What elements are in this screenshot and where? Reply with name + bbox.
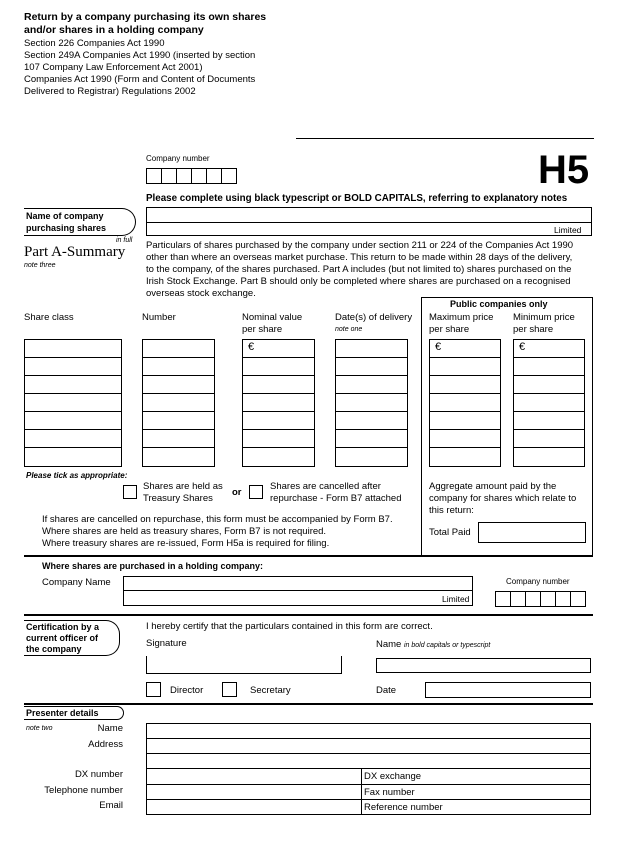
presenter-col-line xyxy=(361,768,362,815)
limited-label: Limited xyxy=(554,225,582,235)
certification-name-label: Name xyxy=(376,639,402,650)
part-a-description: to the company, of the shares purchased. Part A includes (but not limited to) shares purchased on the xyxy=(146,264,572,275)
form-title-line1: Return by a company purchasing its own shares xyxy=(24,11,267,23)
holding-company-name-label: Company Name xyxy=(42,577,111,588)
section-divider xyxy=(24,703,593,705)
form-code: H5 xyxy=(538,148,590,192)
min-price-column[interactable] xyxy=(513,339,585,467)
col-dates-note: note one xyxy=(335,326,363,333)
col-dates: Date(s) of delivery xyxy=(335,312,413,323)
reference-label: Reference number xyxy=(364,802,443,813)
legal-ref: Section 249A Companies Act 1990 (inserted by section xyxy=(24,50,256,61)
name-format-note: in bold capitals or typescript xyxy=(403,642,491,649)
signature-input[interactable] xyxy=(146,656,342,674)
part-a-description: overseas stock exchange. xyxy=(146,288,256,299)
cancelled-label: repurchase - Form B7 attached xyxy=(270,493,402,504)
presenter-label: Presenter details xyxy=(26,708,99,718)
part-a-description: Irish Stock Exchange. Part B should only be completed where shares are purchased on a recognised xyxy=(146,276,571,287)
legal-ref: Delivered to Registrar) Regulations 2002 xyxy=(24,86,196,97)
cancellation-note: If shares are cancelled on repurchase, this form must be accompanied by Form B7. xyxy=(42,514,393,525)
dates-column[interactable] xyxy=(335,339,408,467)
legal-ref: 107 Company Law Enforcement Act 2001) xyxy=(24,62,203,73)
certification-label: Certification by a xyxy=(26,622,100,632)
public-only-heading: Public companies only xyxy=(450,299,548,309)
company-number-input[interactable] xyxy=(146,168,237,184)
part-a-description: Particulars of shares purchased by the company under section 211 or 224 of the Companies Act 1990 xyxy=(146,240,574,251)
date-input[interactable] xyxy=(425,682,591,698)
nominal-value-column[interactable] xyxy=(242,339,315,467)
email-label: Email xyxy=(99,800,123,811)
col-number: Number xyxy=(142,312,176,323)
euro-symbol: € xyxy=(519,341,526,353)
treasury-checkbox[interactable] xyxy=(123,485,137,499)
name-label: purchasing shares xyxy=(26,223,107,233)
treasury-label: Shares are held as xyxy=(143,481,223,492)
cancellation-note: Where shares are held as treasury shares, Form B7 is not required. xyxy=(42,526,327,537)
or-label: or xyxy=(232,487,242,498)
cancelled-checkbox[interactable] xyxy=(249,485,263,499)
part-a-note: note three xyxy=(24,262,56,269)
header-rule xyxy=(296,138,594,139)
email-input[interactable] xyxy=(147,800,360,814)
presenter-name-label: Name xyxy=(97,723,123,734)
secretary-label: Secretary xyxy=(250,685,291,696)
telephone-input[interactable] xyxy=(147,785,360,799)
director-checkbox[interactable] xyxy=(146,682,161,697)
col-max-price: Maximum price xyxy=(429,312,494,323)
legal-ref: Companies Act 1990 (Form and Content of Documents xyxy=(24,74,256,85)
aggregate-text: this return: xyxy=(429,505,474,516)
holding-name-divider xyxy=(123,590,473,591)
name-label xyxy=(376,639,490,652)
director-label: Director xyxy=(170,685,204,696)
public-panel-right xyxy=(592,297,593,555)
name-label: Name of company xyxy=(26,211,104,221)
holding-limited-label: Limited xyxy=(442,594,470,604)
cancellation-note: Where treasury shares are re-issued, Form H5a is required for filing. xyxy=(42,538,330,549)
fax-label: Fax number xyxy=(364,787,415,798)
total-paid-label: Total Paid xyxy=(429,527,471,538)
col-max-price: per share xyxy=(429,324,470,335)
legal-ref: Section 226 Companies Act 1990 xyxy=(24,38,165,49)
holding-company-number-label: Company number xyxy=(506,577,570,586)
presenter-address-input[interactable] xyxy=(147,739,590,767)
in-full-note: in full xyxy=(116,237,133,244)
treasury-label: Treasury Shares xyxy=(143,493,213,504)
aggregate-text: Aggregate amount paid by the xyxy=(429,481,557,492)
dx-number-label: DX number xyxy=(74,769,123,780)
public-panel-left xyxy=(421,297,422,555)
certification-label: the company xyxy=(26,644,82,654)
section-divider xyxy=(24,555,593,557)
section-divider xyxy=(24,614,593,616)
max-price-column[interactable] xyxy=(429,339,501,467)
holding-heading: Where shares are purchased in a holding company: xyxy=(42,561,264,571)
col-share-class: Share class xyxy=(24,312,74,323)
telephone-label: Telephone number xyxy=(44,785,123,796)
signature-label: Signature xyxy=(146,638,187,649)
certification-statement: I hereby certify that the particulars contained in this form are correct. xyxy=(146,621,433,632)
euro-symbol: € xyxy=(248,341,255,353)
euro-symbol: € xyxy=(435,341,442,353)
presenter-name-input[interactable] xyxy=(147,724,590,737)
total-paid-input[interactable] xyxy=(478,522,586,543)
form-title-line2: and/or shares in a holding company xyxy=(24,24,204,36)
col-min-price: per share xyxy=(513,324,554,335)
date-label: Date xyxy=(376,685,397,696)
secretary-checkbox[interactable] xyxy=(222,682,237,697)
aggregate-text: company for shares which relate to xyxy=(429,493,577,504)
instructions: Please complete using black typescript or BOLD CAPITALS, referring to explanatory notes xyxy=(146,193,568,204)
number-column[interactable] xyxy=(142,339,215,467)
col-nominal: per share xyxy=(242,324,283,335)
col-nominal: Nominal value xyxy=(242,312,303,323)
dx-exchange-label: DX exchange xyxy=(364,771,422,782)
part-a-title: Part A-Summary xyxy=(24,244,126,260)
cancelled-label: Shares are cancelled after xyxy=(270,481,381,492)
certification-label: current officer of xyxy=(26,633,99,643)
name-divider xyxy=(146,222,592,223)
part-a-description: other than where an overseas market purchase. This return to be made within 28 days of the delivery, xyxy=(146,252,573,263)
presenter-note: note two xyxy=(26,725,53,732)
tick-label: Please tick as appropriate: xyxy=(26,471,128,480)
dx-number-input[interactable] xyxy=(147,769,360,783)
share-class-column[interactable] xyxy=(24,339,122,467)
col-min-price: Minimum price xyxy=(513,312,575,323)
company-number-label: Company number xyxy=(146,154,210,163)
officer-name-input[interactable] xyxy=(376,658,591,673)
holding-company-number-input[interactable] xyxy=(495,591,586,607)
holding-company-name-input[interactable] xyxy=(123,576,473,606)
presenter-address-label: Address xyxy=(88,739,123,750)
